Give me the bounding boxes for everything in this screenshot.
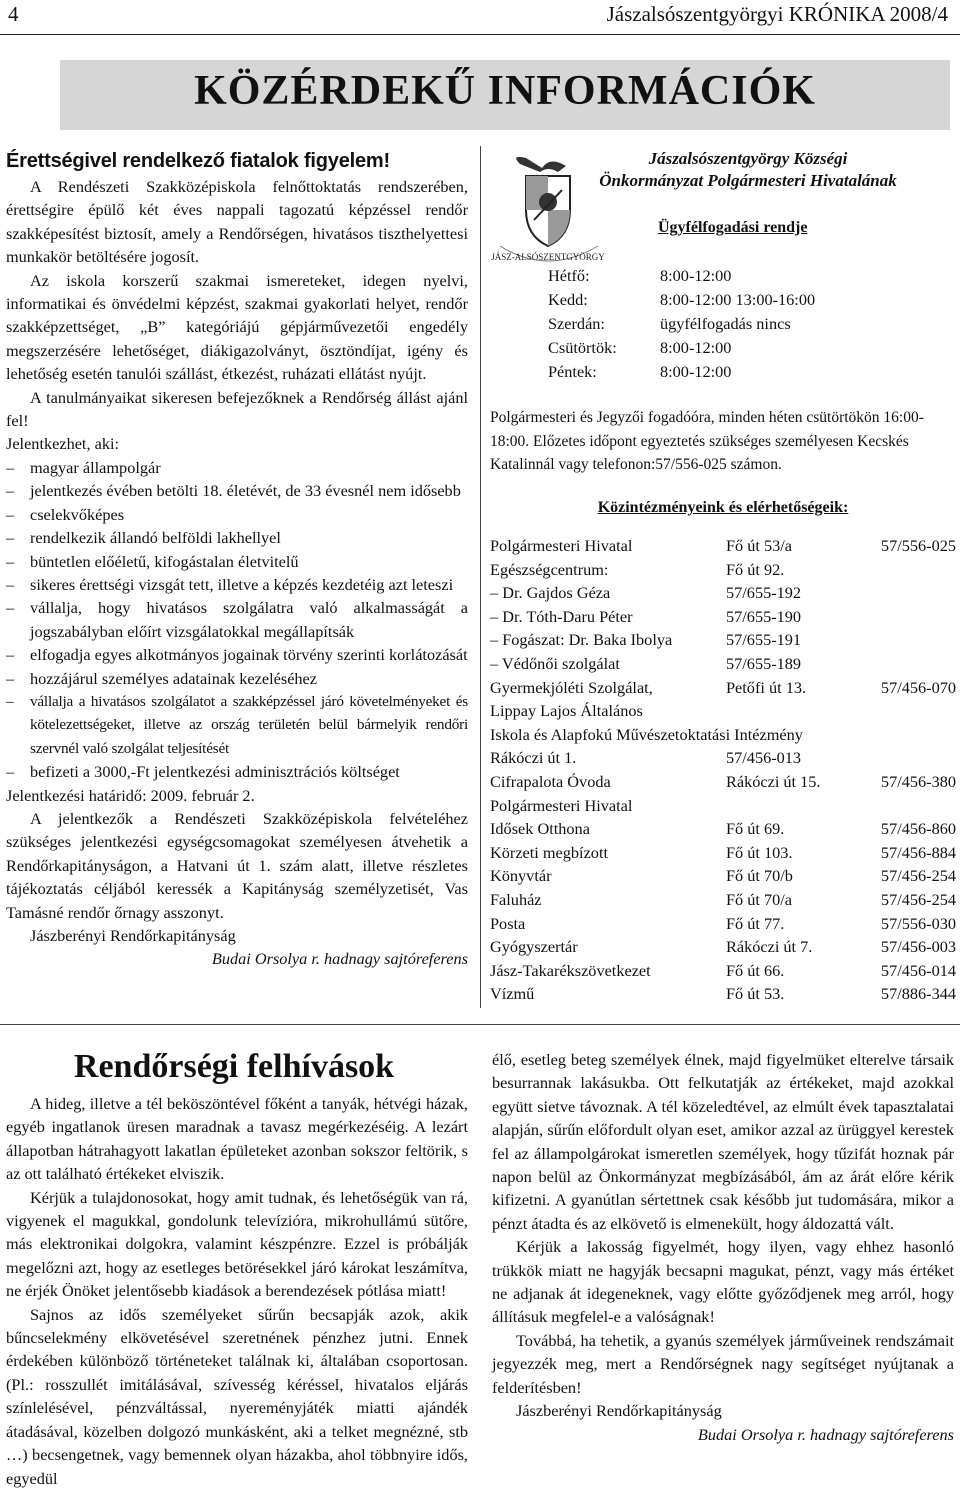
institution-row: Faluház Fő út 70/a 57/456-254 [490, 889, 956, 909]
emblem-caption: JÁSZ-ALSÓSZENTGYÖRGY [491, 252, 605, 262]
institutions-title: Közintézményeink és elérhetőségeik: [597, 499, 849, 516]
signature-organization: Jászberényi Rendőrkapitányság [516, 1401, 722, 1421]
deadline: Jelentkezési határidő: 2009. február 2. [6, 785, 255, 805]
institution-row: Polgármesteri Hivatal Fő út 53/a 57/556-025 [490, 536, 956, 555]
list-item: – sikeres érettségi vizsgát tett, illetve a képzés kezdetéig azt leteszi [6, 573, 468, 596]
list-item: – rendelkezik állandó belföldi lakhellyel [6, 526, 468, 549]
page-number: 4 [8, 2, 19, 26]
institution-row: Iskola és Alapfokú Művészetoktatási Intézmény [490, 724, 803, 744]
institution-row: – Védőnői szolgálat 57/655-189 [490, 653, 802, 673]
hours-row [548, 264, 815, 288]
list-item: – befizeti a 3000,-Ft jelentkezési adminisztrációs költséget [6, 760, 468, 783]
hours-time: 8:00-12:00 13:00-16:00 [660, 290, 816, 309]
hours-row [548, 312, 815, 336]
list-item: – magyar állampolgár [6, 456, 468, 479]
institution-row: – Dr. Gajdos Géza 57/655-192 [490, 583, 802, 603]
article-paragraph: Az iskola korszerű szakmai ismereteket, idegen nyelvi, informatikai és önvédelmi képzést, szakmai gyakorlati helyet, rendőr szakképzettséget, „B” kategóriájú gépjárművezetői engedély megszerzésére lehetőséget, diákigazolványt, ösztöndíjat, igény és lehetőség esetén tanulói szállást, étkezést, ruházati ellátást nyújt. [6, 270, 468, 384]
hours-time: 8:00-12:00 [660, 362, 732, 381]
institution-row: Vízmű Fő út 53. 57/886-344 [490, 984, 956, 1004]
institutions-list [490, 534, 956, 1006]
institution-row: Jász-Takarékszövetkezet Fő út 66. 57/456-014 [490, 960, 956, 980]
hours-day: Hétfő: [548, 266, 590, 285]
article-headline: Érettségivel rendelkező fiatalok figyelem! [6, 150, 390, 172]
hours-row [548, 288, 815, 312]
article-paragraph: Kérjük a lakosság figyelmét, hogy ilyen, vagy ehhez hasonló trükkök miatt ne hagyják becsapni magukat, pénzt, vagy más értéket ne adjanak át idegeneknek, vagy előtte győződjenek meg arról, hogy állításuk megfelel-e a valóságnak! [492, 1237, 954, 1327]
hours-row [548, 336, 815, 360]
hours-title: Ügyfélfogadási rendje [658, 219, 808, 236]
section-divider [0, 1024, 960, 1025]
signature-organization: Jászberényi Rendőrkapitányság [30, 926, 236, 945]
article-paragraph: élő, esetleg beteg személyek élnek, majd figyelmüket elterelve társaik besurrannak lakásukba. Ott felkutatják az értékeket, majd azokkal együtt sietve távoznak. A tél közeledtével, az elmúlt évek tapasztalatai alapján, sűrűn előfordult olyan eset, amikor azzal az ürüggyel kerestek fel az állampolgárokat ismeretlen személyek, hogy tűzifát hoznak pár napon belül az Önkormányzat megbízásából, ám az árát előre kérik kifizetni. A gyanútlan sértettnek csak később jut tudomására, mikor a pénzt átadta és az elkövető is elmenekült, hogy áldozattá vált. [492, 1050, 954, 1233]
institution-row: Cifrapalota Óvoda Rákóczi út 15. 57/456-380 [490, 771, 956, 791]
article-paragraph: Sajnos az idős személyeket sűrűn becsapják azok, akik bűncselekmény elkövetésével szeretnének pénzhez jutni. Ennek érdekében különböző történeteket találnak ki, általában csoportosan. (Pl.: rosszullét imitálásával, szívesség kéréssel, hivatalos eljárás színlelésével, pénzváltással, nyereményjáték miatti ajándék átadásával, közelben dolgozó munkásként, aki a telket megnézné, stb …) becsengetnek, vagy bemennek olyan házakba, ahol többnyire idős, egyedül [6, 1304, 468, 1488]
article-paragraph: Továbbá, ha tehetik, a gyanús személyek járműveinek rendszámait jegyezzék meg, mert a Rendőrségnek nagy segítséget nyújtanak a felderítésben! [492, 1330, 954, 1397]
institution-row: Körzeti megbízott Fő út 103. 57/456-884 [490, 842, 956, 862]
list-item: – büntetlen előéletű, kifogástalan életvitelű [6, 550, 468, 573]
list-item: – vállalja, hogy hivatásos szolgálatra való alkalmasságát a jogszabályban előírt vizsgálatokkal megállapítsák [6, 596, 468, 643]
signature-author: Budai Orsolya r. hadnagy sajtóreferens [697, 1424, 954, 1444]
list-item: – hozzájárul személyes adatainak kezeléséhez [6, 667, 468, 690]
article-paragraph: Kérjük a tulajdonosokat, hogy amit tudnak, és lehetőségük van rá, vigyenek el magukkal, gondolunk televízióra, mikrohullámú sütőre, más elektronikai dolgokra, valamint készpénzre. Ezzel is próbálják megelőzni azt, hogy az esetleges betörésekkel járó károkat leszámítva, ne érjék Önöket jelentősebb kiadások a berendezések pótlása miatt! [6, 1187, 468, 1301]
header-divider [0, 34, 960, 35]
hours-day: Kedd: [548, 290, 588, 309]
office-title: Jászalsószentgyörgy Községi Önkormányzat Polgármesteri Hivatalának [599, 149, 897, 190]
police-notice-title: Rendőrségi felhívások [73, 1048, 395, 1085]
police-notice-right-column [492, 1048, 954, 1446]
list-item: – elfogadja egyes alkotmányos jogainak törvény szerinti korlátozását [6, 643, 468, 666]
hours-row [548, 360, 815, 384]
hours-day: Péntek: [548, 362, 597, 381]
left-article [6, 148, 468, 971]
institution-row: Könyvtár Fő út 70/b 57/456-254 [490, 866, 956, 886]
mayor-office-hours-note: Polgármesteri és Jegyzői fogadóóra, minden héten csütörtökön 16:00-18:00. Előzetes időpont egyeztetés szükséges személyesen Kecskés Katalinnál vagy telefonon:57/556-025 számon. [490, 409, 924, 473]
hours-day: Szerdán: [548, 314, 605, 333]
institution-row: Egészségcentrum: Fő út 92. [490, 559, 785, 579]
list-item: – cselekvőképes [6, 503, 468, 526]
police-notice-left-column [6, 1092, 468, 1490]
coat-of-arms-emblem [490, 150, 606, 270]
section-banner: KÖZÉRDEKŰ INFORMÁCIÓK [60, 60, 950, 130]
institution-row: Rákóczi út 1. 57/456-013 [490, 748, 802, 768]
institution-row: Idősek Otthona Fő út 69. 57/456-860 [490, 819, 956, 839]
institution-row: Lippay Lajos Általános [490, 701, 643, 721]
institution-row: – Fogászat: Dr. Baka Ibolya 57/655-191 [490, 630, 802, 650]
article-paragraph: A jelentkezők a Rendészeti Szakközépiskola felvételéhez szükséges jelentkezési egységcsomagokat személyesen átvehetik a Rendőrkapitányságon, a Hatvani út 1. szám alatt, illetve részletes tájékoztatás céljából keressék a Kapitányság személyzetisét, Vas Tamásné rendőr őrnagy asszonyt. [6, 808, 468, 922]
institution-row: – Dr. Tóth-Daru Péter 57/655-190 [490, 606, 802, 626]
hours-day: Csütörtök: [548, 338, 617, 357]
publication-title: Jászalsószentgyörgyi KRÓNIKA 2008/4 [606, 2, 948, 26]
institution-row: Polgármesteri Hivatal [490, 795, 633, 815]
institution-row: Gyógyszertár Rákóczi út 7. 57/456-003 [490, 937, 956, 957]
office-hours [548, 264, 815, 384]
hours-time: 8:00-12:00 [660, 266, 732, 285]
institution-row: Gyermekjóléti Szolgálat, Petőfi út 13. 57/456-070 [490, 677, 956, 697]
institution-row: Posta Fő út 77. 57/556-030 [490, 913, 956, 933]
hours-time: 8:00-12:00 [660, 338, 732, 357]
hours-time: ügyfélfogadás nincs [660, 314, 791, 333]
article-paragraph: A tanulmányaikat sikeresen befejezőknek a Rendőrség állást ajánl fel! [6, 387, 468, 431]
requirements-list [6, 456, 468, 784]
article-paragraph: Jelentkezhet, aki: [6, 434, 120, 454]
list-item: – vállalja a hivatásos szolgálatot a szakképzéssel járó követelményeket és kötelezettségeket, illetve az ország területén belül bármelyik rendőri szervnél való szolgálat teljesítését [6, 690, 468, 760]
list-item: – jelentkezés évében betölti 18. életévét, de 33 évesnél nem idősebb [6, 479, 468, 502]
signature-author: Budai Orsolya r. hadnagy sajtóreferens [211, 949, 468, 969]
column-divider [480, 146, 481, 1008]
article-paragraph: A hideg, illetve a tél beköszöntével főként a tanyák, hétvégi házak, egyéb ingatlanok üresen maradnak a tavasz megérkezéséig. A lezárt állapotban hátrahagyott lakatlan épületeket azonban sokszor feltörik, s az ott található értékeket elviszik. [6, 1094, 468, 1184]
article-paragraph: A Rendészeti Szakközépiskola felnőttoktatás rendszerében, érettségire épülő két éves nappali tagozatú képzéssel rendőr szakképesítést biztosít, amely a Rendőrségen, hivatásos tiszthelyettesi munkakör betöltésére jogosít. [6, 177, 468, 267]
